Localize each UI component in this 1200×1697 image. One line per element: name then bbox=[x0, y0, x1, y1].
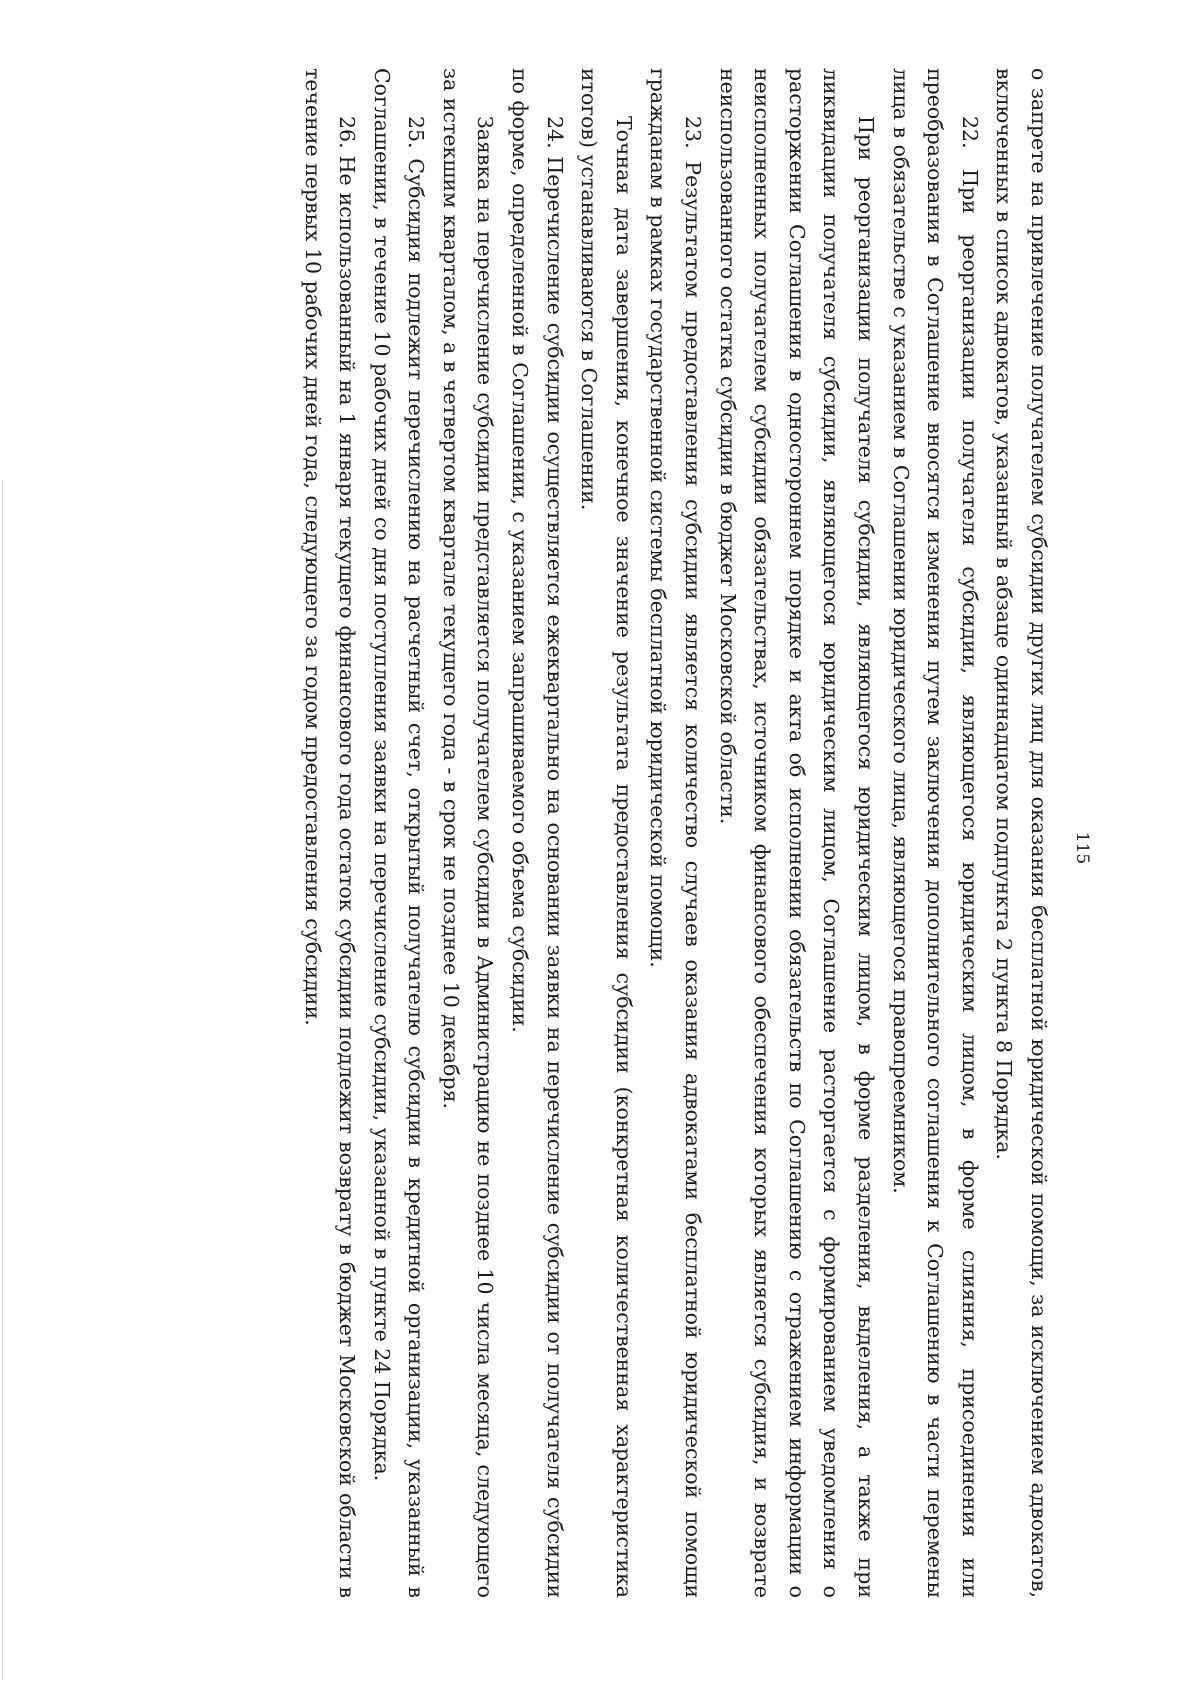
paragraph-22-reorganization: При реорганизации получателя субсидии, являющегося юридическим лицом, в форме разделения, выделения, а также при ликвидации получателя субсидии, являющегося юридическим лицом, Соглашение расторгается с формированием уведомления о расторжении Соглашения в одностороннем порядке и акта об исполнении обязательств по Соглашению с отражением информации о неисполненных получателем субсидии обязательствах, источником финансового обеспечения которых является субсидия, и возврате неиспользованного остатка субсидии в бюджет Московской области. bbox=[715, 68, 879, 1598]
paragraph-26: 26. Не использованный на 1 января текущего финансового года остаток субсидии подлежит возврату в бюджет Московской области в течение первых 10 рабочих дней года, следующего за годом предоставления субсидии. bbox=[300, 68, 360, 1598]
body-text bbox=[295, 68, 1056, 1598]
paragraph-23: 23. Результатом предоставления субсидии является количество случаев оказания адвокатами бесплатной юридической помощи гражданам в рамках государственной системы бесплатной юридической помощи. bbox=[646, 68, 706, 1598]
paragraph-24: 24. Перечисление субсидии осуществляется ежеквартально на основании заявки на перечисление субсидии от получателя субсидии по форме, определенной в Соглашении, с указанием запрашиваемого объема субсидии. bbox=[508, 68, 567, 1598]
paragraph-22: 22. При реорганизации получателя субсидии, являющегося юридическим лицом, в форме слияния, присоединения или преобразования в Соглашение вносятся изменения путем заключения дополнительного соглашения к Соглашению в части перемены лица в обязательстве с указанием в Соглашении юридического лица, являющегося правопреемником. bbox=[888, 68, 982, 1598]
rotated-page-content bbox=[100, 28, 1100, 1668]
page-number: 115 bbox=[1072, 831, 1092, 865]
paragraph-25: 25. Субсидия подлежит перечислению на расчетный счет, открытый получателю субсидии в кредитной организации, указанный в Соглашении, в течение 10 рабочих дней со дня поступления заявки на перечисление субсидии, указанной в пункте 24 Порядка. bbox=[369, 68, 429, 1598]
paragraph-23-completion-date: Точная дата завершения, конечное значение результата предоставления субсидии (конкретная количественная характеристика итогов) устанавливаются в Соглашении. bbox=[577, 68, 636, 1598]
paragraph-24-application: Заявка на перечисление субсидии представляется получателем субсидии в Администрацию не позднее 10 числа месяца, следующего за истекшим кварталом, а в четвертом квартале текущего года - в срок не позднее 10 декабря. bbox=[438, 68, 498, 1598]
scan-edge-line bbox=[2, 480, 3, 1680]
paragraph-continuation: о запрете на привлечение получателем субсидии других лиц для оказания бесплатной юридической помощи, за исключением адвокатов, включенных в список адвокатов, указанный в абзаце одиннадцатом подпункта 2 пункта 8 Порядка. bbox=[992, 68, 1051, 1598]
